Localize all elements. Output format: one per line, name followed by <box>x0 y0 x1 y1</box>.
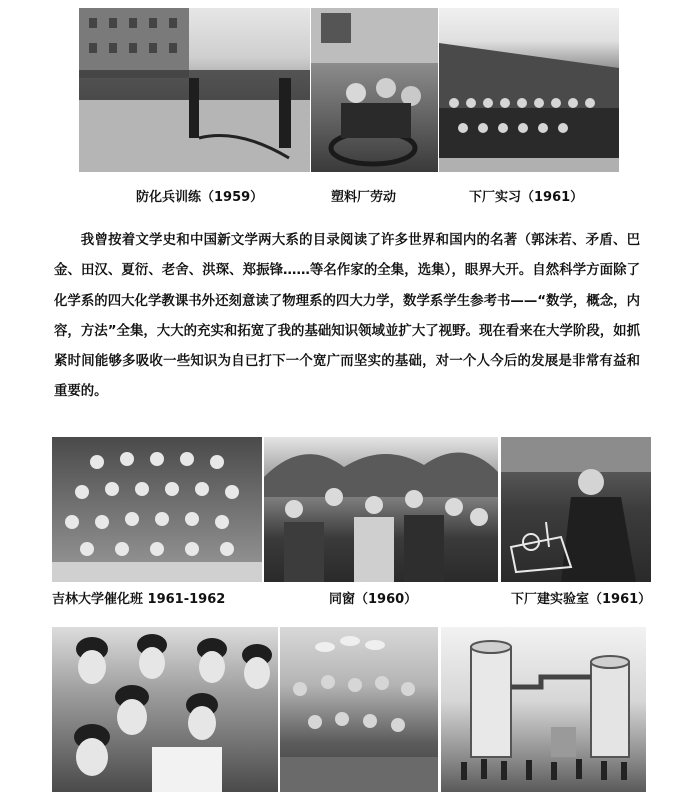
photo-plastics-factory-labor <box>311 8 438 172</box>
caption-factory-laboratory: 下厂建实验室（1961） <box>511 592 652 607</box>
caption-classmates: 同窗（1960） <box>329 592 418 607</box>
photo-group-portrait <box>52 627 278 792</box>
photo-outdoor-group <box>280 627 438 792</box>
photo-factory-laboratory <box>501 437 651 582</box>
photo-civil-defense-training <box>79 8 310 172</box>
caption-civil-defense-training: 防化兵训练（1959） <box>136 190 264 205</box>
body-paragraph: 我曾按着文学史和中国新文学两大系的目录阅读了许多世界和国内的名著（郭沫若、矛盾、巴金、田汉、夏衍、老舍、洪琛、郑振锋……等名作家的全集，选集），眼界大开。自然科学方面除了化学系的四大化学教课书外还刻意读了物理系的四大力学，数学系学生参考书——“数学，概念，内容，方法”全集，大大的充实和拓宽了我的基础知识领域並扩大了视野。现在看来在大学阶段，如抓紧时间能够多吸收一些知识为自已打下一个宽广而坚实的基础，对一个人今后的发展是非常有益和重要的。 <box>54 233 640 400</box>
photo-classmates <box>264 437 498 582</box>
caption-factory-internship: 下厂实习（1961） <box>469 190 584 205</box>
photo-factory-internship <box>439 8 619 172</box>
photo-catalysis-class <box>52 437 262 582</box>
caption-catalysis-class: 吉林大学催化班 1961-1962 <box>52 592 226 607</box>
photo-factory-towers <box>441 627 646 792</box>
caption-plastics-factory-labor: 塑料厂劳动 <box>331 190 397 205</box>
